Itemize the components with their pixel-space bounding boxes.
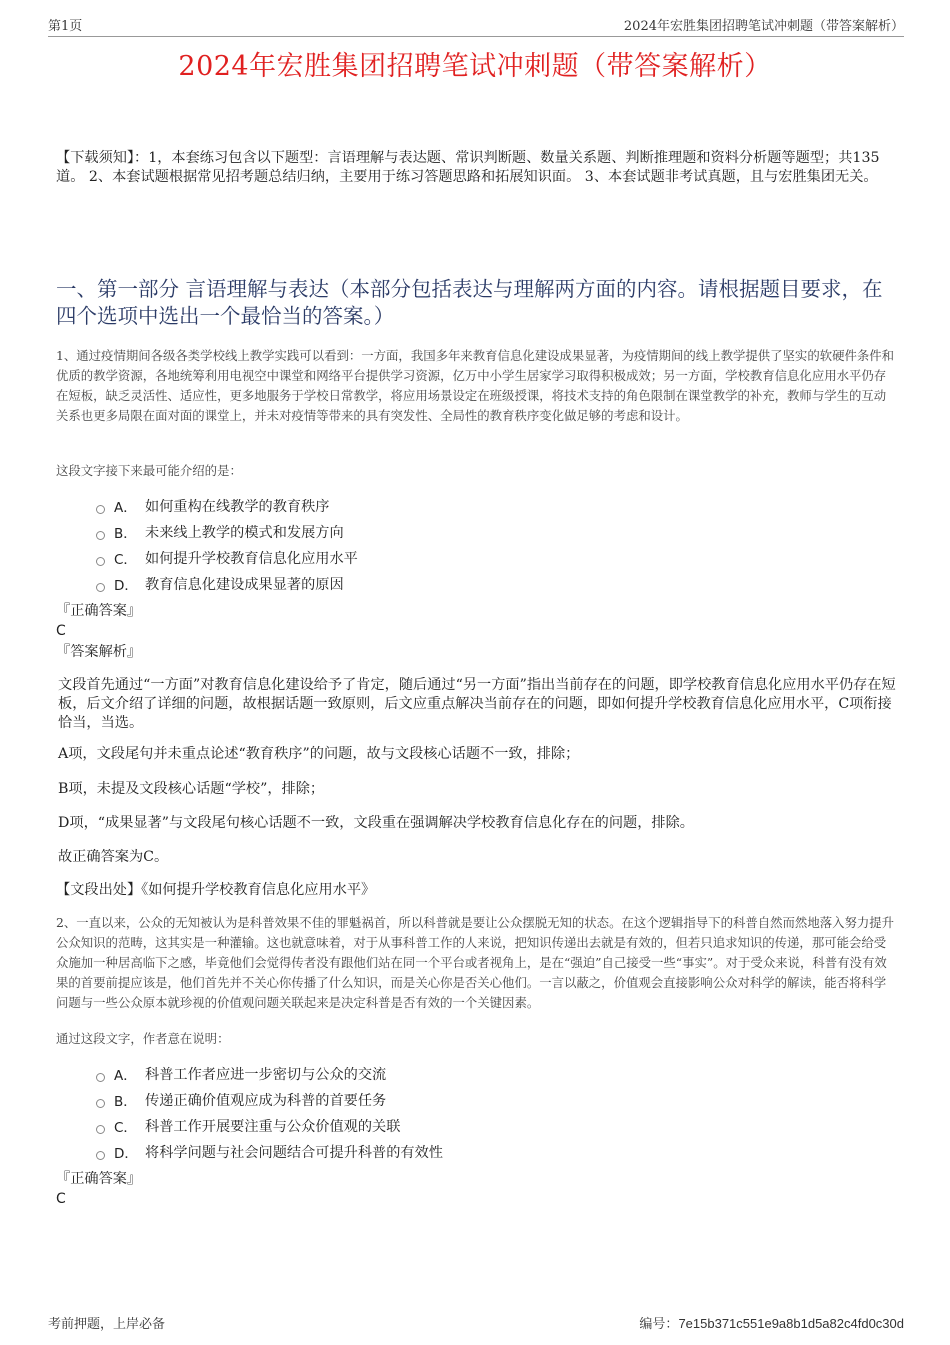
question-2-option-b[interactable] xyxy=(96,1087,696,1113)
question-2-option-d[interactable] xyxy=(96,1139,696,1165)
question-1-options xyxy=(96,493,696,597)
option-letter: D． xyxy=(114,1146,138,1162)
question-1-option-a[interactable] xyxy=(96,493,696,519)
option-text: 将科学问题与社会问题结合可提升科普的有效性 xyxy=(145,1145,443,1161)
question-1-prompt: 这段文字接下来最可能介绍的是： xyxy=(56,463,242,478)
question-1-analysis-a: A项，文段尾句并未重点论述“教育秩序”的问题，故与文段核心话题不一致，排除； xyxy=(58,746,580,762)
option-text: 未来线上教学的模式和发展方向 xyxy=(145,525,344,541)
question-2-answer-label: 『正确答案』 xyxy=(56,1171,142,1187)
option-letter: D． xyxy=(114,578,138,594)
question-2-answer: C xyxy=(56,1191,66,1207)
question-1-answer: C xyxy=(56,623,66,639)
question-1-option-c[interactable] xyxy=(96,545,696,571)
page-footer xyxy=(48,1313,904,1332)
question-1-conclusion: 故正确答案为C。 xyxy=(58,849,169,865)
page-header xyxy=(48,14,904,37)
question-1-analysis-d: D项，“成果显著”与文段尾句核心话题不一致，文段重在强调解决学校教育信息化存在的问题，排除。 xyxy=(58,815,694,831)
question-1-analysis-main: 文段首先通过“一方面”对教育信息化建设给予了肯定，随后通过“另一方面”指出当前存在的问题，即学校教育信息化应用水平仍存在短板，后文介绍了详细的问题，故根据话题一致原则，后文应重点解决当前存在的问题，即如何提升学校教育信息化应用水平，C项衔接恰当，当选。 xyxy=(58,677,896,731)
code-value: 7e15b371c551e9a8b1d5a82c4fd0c30d xyxy=(678,1316,904,1331)
question-2-text: 2、一直以来，公众的无知被认为是科普效果不佳的罪魁祸首，所以科普就是要让公众摆脱无知的状态。在这个逻辑指导下的科普自然而然地落入努力提升公众知识的范畴，这其实是一种灌输。这也就意味着，对于从事科普工作的人来说，把知识传递出去就是有效的，但若只追求知识的传递，那可能会给受众施加一种居高临下之感，毕竟他们会觉得传者没有跟他们站在同一个平台或者视角上，是在“强迫”自己接受一些“事实”。对于受众来说，科普有没有效果的首要前提应该是，他们首先并不关心你传播了什么知识，而是关心你是否关心他们。一言以蔽之，价值观会直接影响公众对科学的解读，能否将科学问题与一些公众原本就珍视的价值观问题关联起来是决定科普是否有效的一个关键因素。 xyxy=(56,915,895,1010)
radio-icon[interactable] xyxy=(96,1125,105,1134)
question-1-option-d[interactable] xyxy=(96,571,696,597)
radio-icon[interactable] xyxy=(96,1099,105,1108)
question-1-answer-label: 『正确答案』 xyxy=(56,603,142,619)
radio-icon[interactable] xyxy=(96,1151,105,1160)
option-letter: A． xyxy=(114,1068,137,1084)
question-1-source: 【文段出处】《如何提升学校教育信息化应用水平》 xyxy=(56,882,376,898)
option-letter: C． xyxy=(114,552,137,568)
question-2-option-a[interactable] xyxy=(96,1061,696,1087)
option-letter: A． xyxy=(114,500,137,516)
document-code xyxy=(639,1313,904,1332)
header-doc-title: 2024年宏胜集团招聘笔试冲刺题（带答案解析） xyxy=(623,19,904,34)
code-label: 编号： xyxy=(639,1317,679,1332)
page-number: 第1页 xyxy=(48,19,83,34)
option-text: 科普工作开展要注重与公众价值观的关联 xyxy=(145,1119,401,1135)
option-letter: C． xyxy=(114,1120,137,1136)
option-text: 如何重构在线教学的教育秩序 xyxy=(145,499,330,515)
option-text: 科普工作者应进一步密切与公众的交流 xyxy=(145,1067,387,1083)
option-letter: B． xyxy=(114,526,137,542)
question-2-prompt: 通过这段文字，作者意在说明： xyxy=(56,1031,230,1046)
option-text: 教育信息化建设成果显著的原因 xyxy=(145,577,344,593)
question-2-options xyxy=(96,1061,696,1165)
radio-icon[interactable] xyxy=(96,1073,105,1082)
question-1-analysis-label: 『答案解析』 xyxy=(56,644,142,660)
question-1-analysis-b: B项，未提及文段核心话题“学校”，排除； xyxy=(58,781,325,797)
question-1-text: 1、通过疫情期间各级各类学校线上教学实践可以看到：一方面，我国多年来教育信息化建设成果显著，为疫情期间的线上教学提供了坚实的软硬件条件和优质的教学资源，各地统筹利用电视空中课堂和网络平台提供学习资源，亿万中小学生居家学习取得积极成效；另一方面，学校教育信息化应用水平仍存在短板，缺乏灵活性、适应性，更多地服务于学校日常教学，将应用场景设定在班级授课，将技术支持的角色限制在课堂教学的补充，教师与学生的互动关系也更多局限在面对面的课堂上，并未对疫情等带来的具有突发性、全局性的教育秩序变化做足够的考虑和设计。 xyxy=(56,348,895,423)
download-notice: 【下载须知】：1，本套练习包含以下题型：言语理解与表达题、常识判断题、数量关系题、判断推理题和资料分析题等题型；共135道。 2、本套试题根据常见招考题总结归纳，主要用于练习答题思路和拓展知识面。 3、本套试题非考试真题，且与宏胜集团无关。 xyxy=(56,150,880,185)
option-letter: B． xyxy=(114,1094,137,1110)
footer-slogan: 考前押题，上岸必备 xyxy=(48,1317,166,1332)
option-text: 传递正确价值观应成为科普的首要任务 xyxy=(145,1093,387,1109)
radio-icon[interactable] xyxy=(96,557,105,566)
radio-icon[interactable] xyxy=(96,505,105,514)
option-text: 如何提升学校教育信息化应用水平 xyxy=(145,551,358,567)
radio-icon[interactable] xyxy=(96,531,105,540)
question-1-option-b[interactable] xyxy=(96,519,696,545)
question-2-option-c[interactable] xyxy=(96,1113,696,1139)
document-title: 2024年宏胜集团招聘笔试冲刺题（带答案解析） xyxy=(178,51,772,82)
radio-icon[interactable] xyxy=(96,583,105,592)
section-title: 一、第一部分 言语理解与表达（本部分包括表达与理解两方面的内容。请根据题目要求，在四个选项中选出一个最恰当的答案。） xyxy=(56,277,883,328)
